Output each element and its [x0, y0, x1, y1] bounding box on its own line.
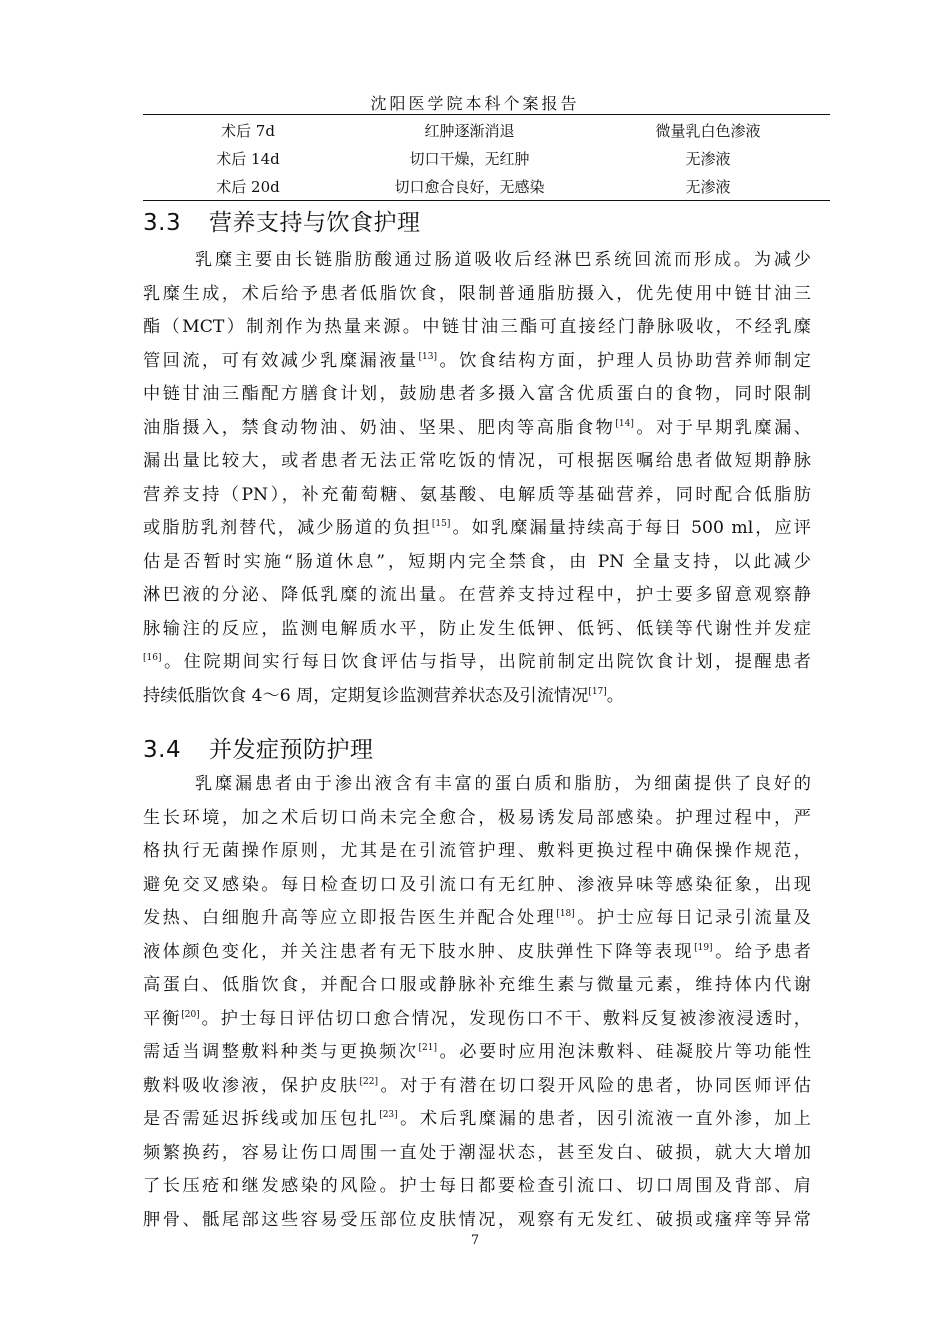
- text-line: 脉输注的反应，监测电解质水平，防止发生低钾、低钙、低镁等代谢性并发症: [143, 618, 811, 639]
- citation: [19]: [694, 942, 713, 953]
- text-line: 生长环境，加之术后切口尚未完全愈合，极易诱发局部感染。护理过程中，严: [143, 807, 811, 828]
- table-cell: 切口干燥，无红肿: [409, 149, 530, 168]
- text-run: 。对于早期乳糜漏、: [633, 417, 811, 438]
- text-run: 。: [606, 685, 624, 706]
- text-line: 营养支持（PN），补充葡萄糖、氨基酸、电解质等基础营养，同时配合低脂肪: [143, 484, 811, 505]
- section-title: 并发症预防护理: [209, 737, 374, 763]
- section-heading: [143, 204, 421, 237]
- citation: [22]: [359, 1076, 378, 1087]
- text-line: [143, 1003, 811, 1037]
- text-line: 乳糜主要由长链脂肪酸通过肠道吸收后经淋巴系统回流而形成。为减少: [195, 250, 811, 270]
- text-line: 了长压疮和继发感染的风险。护士每日都要检查引流口、切口周围及背部、肩: [143, 1176, 811, 1196]
- text-line: [143, 1070, 811, 1104]
- text-line: 避免交叉感染。每日检查切口及引流口有无红肿、渗液异味等感染征象，出现: [143, 874, 811, 895]
- citation: [20]: [181, 1009, 200, 1020]
- table-row: [143, 116, 830, 144]
- text-line: [143, 412, 811, 446]
- text-line: 酯（MCT）制剂作为热量来源。中链甘油三酯可直接经门静脉吸收，不经乳糜: [143, 317, 811, 337]
- text-line: [143, 512, 811, 546]
- text-line: 乳糜漏患者由于渗出液含有丰富的蛋白质和脂肪，为细菌提供了良好的: [195, 774, 811, 794]
- citation: [14]: [615, 418, 634, 429]
- section-title: 营养支持与饮食护理: [209, 210, 421, 236]
- table-row: [143, 144, 830, 172]
- header-rule: [143, 114, 830, 115]
- text-run: 。给予患者: [712, 941, 811, 962]
- text-run: 管回流，可有效减少乳糜漏液量: [143, 350, 419, 371]
- table-cell: 切口愈合良好，无感染: [353, 172, 586, 201]
- text-run: 。护士每日评估切口愈合情况，发现伤口不干、敷料反复被渗液浸透时，: [199, 1008, 811, 1029]
- text-run: 平衡: [143, 1008, 182, 1029]
- table-cell: 术后 7d: [221, 121, 275, 140]
- text-line: [143, 680, 811, 714]
- text-line: 频繁换药，容易让伤口周围一直处于潮湿状态，甚至发白、破损，就大大增加: [143, 1142, 811, 1163]
- text-run: 。如乳糜漏量持续高于每日 500 ml，应评: [450, 518, 811, 538]
- text-run: 需适当调整敷料种类与更换频次: [143, 1042, 419, 1062]
- table-cell: 微量乳白色渗液: [655, 121, 761, 140]
- header-title: 沈阳医学院本科个案报告: [370, 94, 580, 113]
- text-run: 持续低脂饮食 4～6 周，定期复诊监测营养状态及引流情况: [143, 685, 589, 706]
- text-line: 漏出量比较大，或者患者无法正常吃饭的情况，可根据医嘱给患者做短期静脉: [143, 451, 811, 471]
- text-run: 油脂摄入，禁食动物油、奶油、坚果、肥肉等高脂食物: [143, 417, 616, 438]
- text-line: [143, 345, 811, 379]
- text-line: 高蛋白、低脂饮食，并配合口服或静脉补充维生素与微量元素，维持体内代谢: [143, 975, 811, 995]
- text-run: 是否需延迟拆线或加压包扎: [143, 1109, 380, 1129]
- table-row: [143, 172, 830, 201]
- text-run: 。必要时应用泡沫敷料、硅凝胶片等功能性: [437, 1042, 811, 1062]
- text-line: 胛骨、骶尾部这些容易受压部位皮肤情况，观察有无发红、破损或瘙痒等异常: [143, 1209, 811, 1230]
- citation: [13]: [418, 351, 438, 362]
- text-run: 。术后乳糜漏的患者，因引流液一直外渗，加上: [397, 1109, 811, 1129]
- text-line: 中链甘油三酯配方膳食计划，鼓励患者多摄入富含优质蛋白的食物，同时限制: [143, 384, 811, 404]
- text-line: 格执行无菌操作原则，尤其是在引流管护理、敷料更换过程中确保操作规范，: [143, 841, 811, 861]
- table-cell: 术后 14d: [216, 149, 280, 168]
- text-run: 敷料吸收渗液，保护皮肤: [143, 1075, 360, 1096]
- text-run: 。饮食结构方面，护理人员协助营养师制定: [437, 350, 811, 371]
- citation: [15]: [431, 519, 451, 529]
- paragraph-nutrition: [143, 244, 811, 713]
- text-line: [143, 936, 811, 970]
- text-line: [143, 1036, 811, 1070]
- table-cell: 无渗液: [685, 149, 731, 168]
- table-cell: 术后 20d: [143, 172, 353, 201]
- text-line: 估是否暂时实施“肠道休息”，短期内完全禁食，由 PN 全量支持，以此减少: [143, 551, 811, 572]
- table-cell: 无渗液: [586, 172, 830, 201]
- text-run: 。住院期间实行每日饮食评估与指导，出院前制定出院饮食计划，提醒患者: [161, 652, 811, 672]
- page-number: 7: [470, 1233, 480, 1248]
- text-run: 发热、白细胞升高等应立即报告医生并配合处理: [143, 908, 557, 928]
- citation: [18]: [556, 909, 575, 919]
- citation: [21]: [418, 1043, 438, 1053]
- text-line: 淋巴液的分泌、降低乳糜的流出量。在营养支持过程中，护士要多留意观察静: [143, 585, 811, 605]
- text-line: 乳糜生成，术后给予患者低脂饮食，限制普通脂肪摄入，优先使用中链甘油三: [143, 283, 811, 304]
- wound-status-table: [143, 116, 830, 201]
- text-run: 液体颜色变化，并关注患者有无下肢水肿、皮肤弹性下降等表现: [143, 941, 695, 962]
- citation: [16]: [143, 653, 162, 663]
- text-run: 。对于有潜在切口裂开风险的患者，协同医师评估: [377, 1075, 811, 1096]
- text-run: 。护士应每日记录引流量及: [574, 908, 811, 928]
- section-number: 3.4: [143, 737, 182, 763]
- citation: [17]: [588, 686, 607, 697]
- table-cell: 红肿逐渐消退: [424, 121, 515, 140]
- section-heading: [143, 731, 374, 764]
- text-run: 或脂肪乳剂替代，减少肠道的负担: [143, 518, 432, 538]
- section-number: 3.3: [143, 210, 182, 236]
- text-line: [143, 646, 811, 680]
- paragraph-complications: [143, 768, 811, 1237]
- citation: [23]: [379, 1110, 398, 1120]
- text-line: [143, 1103, 811, 1137]
- text-line: [143, 902, 811, 936]
